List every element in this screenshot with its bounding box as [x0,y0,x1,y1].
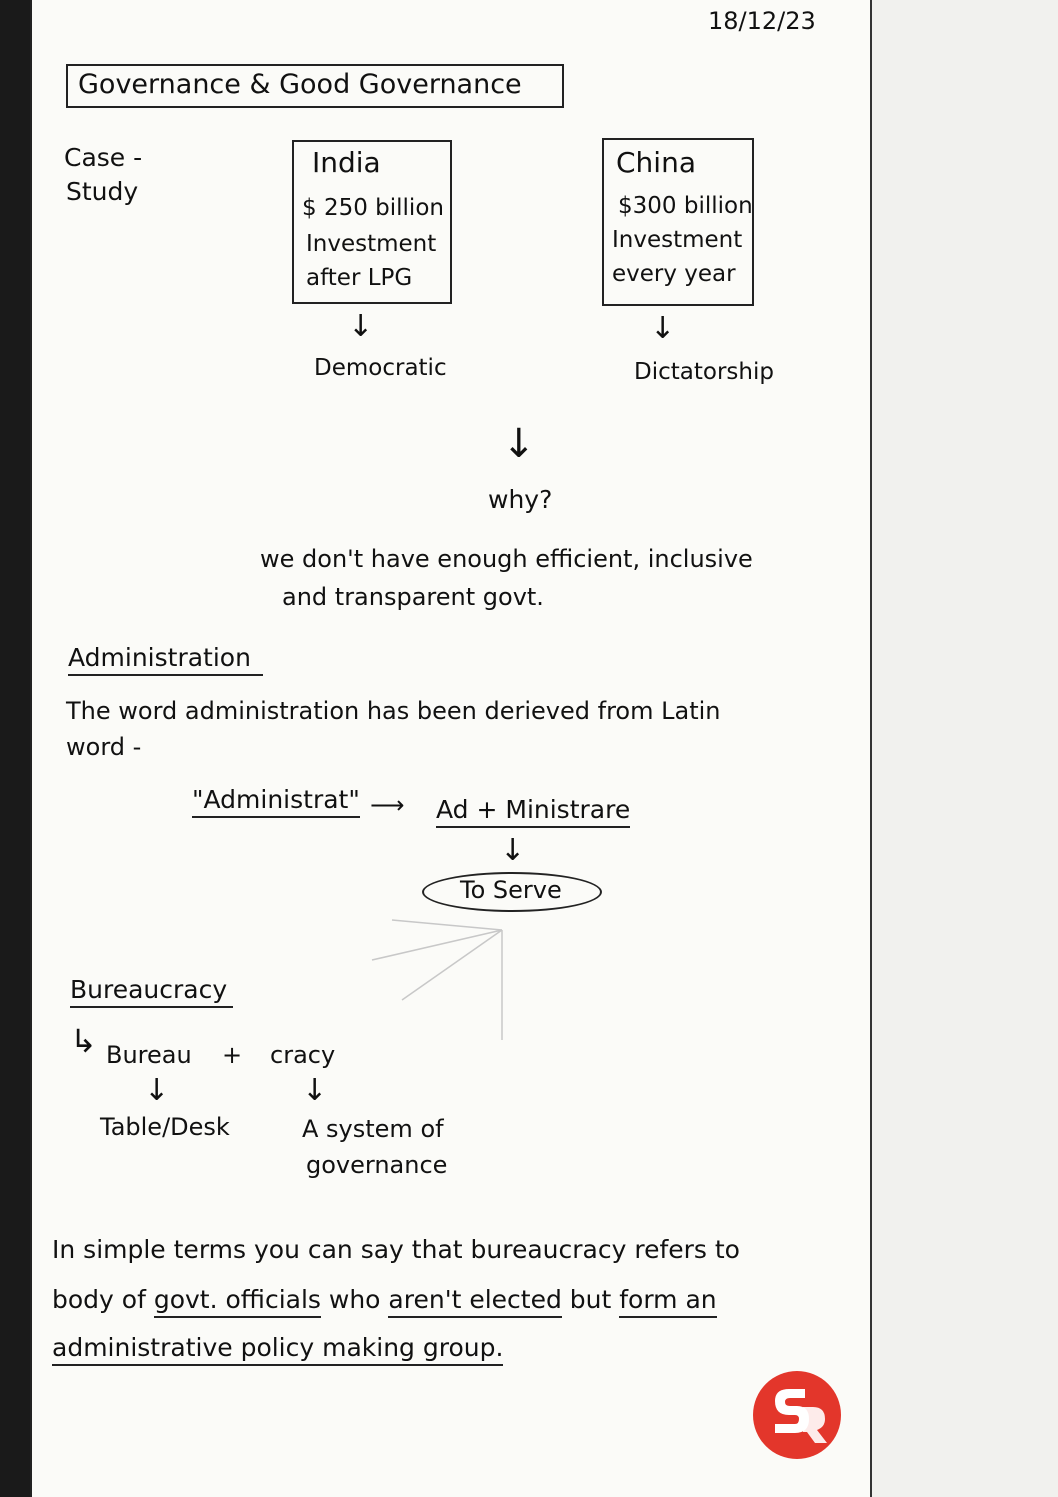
summary-line2-u3: form an [619,1285,716,1318]
date: 18/12/23 [708,7,816,35]
summary-line2-u1: govt. officials [154,1285,321,1318]
bureaucracy-meaning2-line1: A system of [302,1115,444,1143]
china-arrow: ↓ [650,311,676,346]
bureaucracy-part1: Bureau [106,1041,192,1069]
parts-arrow: ↓ [500,833,526,868]
summary-line2-c: but [561,1285,620,1314]
bureaucracy-meaning2-line2: governance [306,1151,448,1179]
bureaucracy-plus: + [222,1041,243,1069]
china-line1: $300 billion [618,193,753,219]
sr-logo [753,1371,841,1459]
case-label: Case - [64,143,143,172]
latin-parts: Ad + Ministrare [436,796,630,828]
china-name: China [616,146,696,179]
summary-line3-u: administrative policy making group. [52,1333,503,1366]
india-line2: Investment [306,231,437,257]
page-title: Governance & Good Governance [78,69,522,100]
india-line3: after LPG [306,265,413,291]
administration-def-line2: word - [66,733,142,761]
adjacent-page-edge [870,0,1058,1497]
administration-meaning: To Serve [460,876,562,904]
administration-def-line1: The word administration has been derieved from Latin [66,697,721,725]
summary-line1: In simple terms you can say that bureaucracy refers to [52,1235,740,1264]
bureaucracy-meaning1: Table/Desk [100,1113,230,1141]
india-arrow: ↓ [348,309,374,344]
summary-line2-u2: aren't elected [388,1285,561,1318]
bureaucracy-heading: Bureaucracy [70,976,233,1008]
india-line1: $ 250 billion [302,195,444,221]
china-line3: every year [612,261,736,287]
summary-line2-b: who [320,1285,389,1314]
bureau-arrow: ↓ [144,1073,170,1108]
china-line2: Investment [612,227,743,253]
why-arrow: ↓ [502,421,536,467]
bureaucracy-part2: cracy [270,1041,336,1069]
latin-word: "Administrat" [192,786,360,818]
latin-arrow: ⟶ [370,791,405,819]
administration-heading: Administration [68,644,263,676]
summary-line2-a: body of [52,1285,154,1314]
india-outcome: Democratic [314,355,447,381]
why-text: why? [488,485,553,514]
reason-line2: and transparent govt. [282,583,544,611]
reason-line1: we don't have enough efficient, inclusive [260,545,753,573]
bureaucracy-hook: ↳ [70,1022,97,1060]
sr-logo-mark [753,1371,841,1459]
china-outcome: Dictatorship [634,359,774,385]
cracy-arrow: ↓ [302,1073,328,1108]
india-name: India [312,146,381,179]
case-label-study: Study [66,177,139,206]
notebook-page [30,0,872,1497]
show-through-lines [32,0,872,1497]
